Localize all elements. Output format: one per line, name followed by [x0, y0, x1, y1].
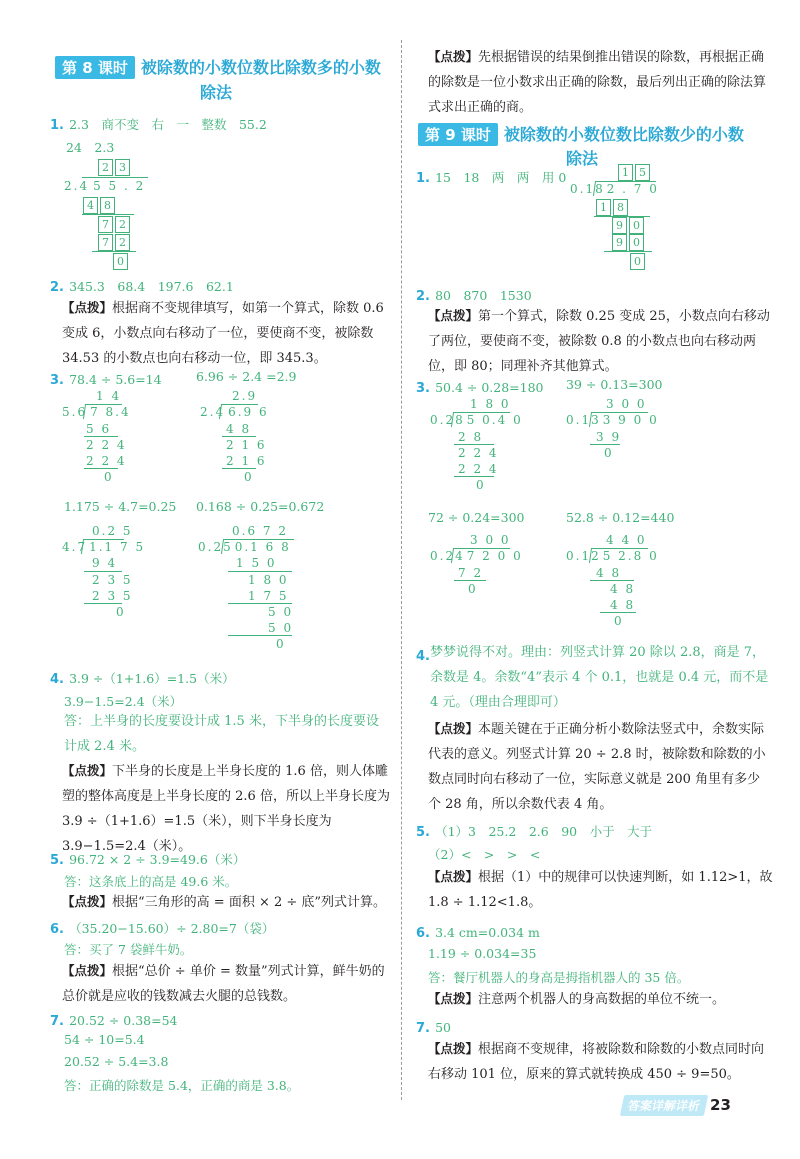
- q3-calcC-l2: 2 3 5: [92, 573, 133, 587]
- r-q3-calcC-row: 0.24 7 2 0 0: [430, 549, 523, 563]
- q3-calcC-l4: 0: [116, 605, 126, 619]
- r-q3-line-a: 3. 50.4 ÷ 0.28=180: [416, 380, 544, 396]
- page-number: 23: [710, 1096, 731, 1114]
- q3-calcD-row: 0.25 0.1 6 8: [198, 540, 291, 554]
- r-q2-answer: 2. 80 870 1530: [416, 288, 532, 304]
- q1-rem1: 7 2: [98, 216, 132, 233]
- lesson-8-title-line2: 除法: [200, 83, 233, 102]
- r-q3-calcD-quotient: 4 4 0: [606, 533, 647, 547]
- r-q3-calcC-l2: 0: [468, 582, 478, 596]
- r-q1-sub2: 9 0: [612, 234, 646, 251]
- r-q1-quotient-boxes: 1 5: [618, 164, 652, 181]
- q3-calcD-l4: 5 0: [268, 605, 294, 619]
- r-q6-hint: 【点拨】注意两个机器人的身高数据的单位不统一。: [428, 991, 726, 1007]
- q4-line1: 4. 3.9 ÷（1+1.6）=1.5（米）: [50, 671, 235, 687]
- q1-quotient-boxes: 2 3: [98, 159, 132, 176]
- q3-calcA-quotient: 1 4: [96, 389, 122, 403]
- r-q7-hint: 【点拨】根据商不变规律，将被除数和除数的小数点同时向右移动 101 位，原来的算式就转换成 450 ÷ 9=50。: [428, 1041, 765, 1082]
- r-q1-row: 0.18 2 . 7 0: [570, 182, 659, 196]
- q1-division: 2.4 5 5 . 2: [64, 179, 146, 193]
- q3-line-d: 0.168 ÷ 0.25=0.672: [196, 499, 325, 514]
- q2-hint: 【点拨】根据商不变规律填写，如第一个算式，除数 0.6 变成 6，小数点向右移动了一位，要使商不变，被除数 34.53 的小数点也向右移动一位，即 345.3。: [62, 300, 384, 366]
- r-q3-line-d: 52.8 ÷ 0.12=440: [566, 510, 675, 525]
- prev-hint: 【点拨】先根据错误的结果倒推出错误的除数，再根据正确的除数是一位小数求出正确的除数，最后列出正确的除法算式求出正确的商。: [428, 49, 767, 115]
- q3-calcB-row: 2.4 6.9 6: [200, 405, 269, 419]
- q3-line-a: 3. 78.4 ÷ 5.6=14: [50, 372, 162, 388]
- r-q4-answer: 梦梦说得不对。理由：列竖式计算 20 除以 2.8，商是 7，余数是 4。余数“4”表示 4 个 0.1，也就是 0.4 元，而不是 4 元。（理由合理即可）: [430, 645, 769, 710]
- q3-calcC-l1: 9 4: [92, 556, 118, 570]
- q3-calcA-l4: 0: [104, 470, 114, 484]
- lesson-8-title: 第 8 课时 被除数的小数位数比除数多的小数: [55, 55, 381, 79]
- column-divider: [401, 40, 402, 1100]
- q3-line-b: 6.96 ÷ 2.4 =2.9: [196, 369, 297, 384]
- r-q3-calcD-l2: 4 8: [610, 582, 636, 596]
- r-q6-line1: 6. 3.4 cm=0.034 m: [416, 925, 540, 941]
- lesson-9-title: 第 9 课时 被除数的小数位数比除数少的小数: [418, 122, 744, 146]
- r-q4-num: 4.: [416, 649, 430, 664]
- r-q1-rem1: 9 0: [612, 217, 646, 234]
- q7-line2: 54 ÷ 10=5.4: [64, 1032, 145, 1047]
- q3-calcD-quotient: 0.6 7 2: [232, 524, 288, 538]
- r-q3-calcB-l2: 0: [604, 446, 614, 460]
- q1-sub2: 7 2: [98, 234, 132, 251]
- q3-calcD-l5: 5 0: [268, 621, 294, 635]
- q2-answer: 2. 345.3 68.4 197.6 62.1: [50, 279, 234, 295]
- q7-line3: 20.52 ÷ 5.4=3.8: [64, 1054, 169, 1069]
- q3-calcD-l2: 1 8 0: [248, 573, 289, 587]
- r-q3-calcA-l4: 0: [476, 478, 486, 492]
- footer-label: 答案详解详析: [620, 1095, 708, 1116]
- q3-calcA-l1: 5 6: [86, 422, 112, 436]
- r-q1-sub1: 1 8: [596, 199, 630, 216]
- q1-answer: 1. 2.3 商不变 右 一 整数 55.2: [50, 117, 267, 133]
- lesson-9-badge: 第 9 课时: [418, 123, 498, 146]
- q3-calcB-l4: 0: [244, 470, 254, 484]
- r-q3-calcD-l4: 0: [614, 614, 624, 628]
- q3-calcC-quotient: 0.2 5: [92, 524, 133, 538]
- q3-calcD-l3: 1 7 5: [248, 589, 289, 603]
- q7-answer: 答：正确的除数是 5.4，正确的商是 3.8。: [64, 1078, 300, 1093]
- r-q3-calcA-row: 0.28 5 0.4 0: [430, 413, 523, 427]
- r-q3-calcD-l3: 4 8: [610, 598, 636, 612]
- r-q3-calcA-l1: 2 8: [458, 430, 484, 444]
- page-footer: [622, 1095, 731, 1116]
- r-q3-line-b: 39 ÷ 0.13=300: [566, 377, 663, 392]
- q3-calcA-l2: 2 2 4: [86, 438, 127, 452]
- q1-line2: 24 2.3: [66, 140, 115, 155]
- q1-sub1: 4 8: [83, 197, 117, 214]
- r-q3-calcD-row: 0.12 5 2.8 0: [566, 549, 659, 563]
- r-q3-calcC-quotient: 3 0 0: [470, 533, 511, 547]
- q3-calcB-l1: 4 8: [226, 422, 252, 436]
- q3-calcB-l2: 2 1 6: [226, 438, 267, 452]
- r-q3-calcA-l2: 2 2 4: [458, 446, 499, 460]
- q3-calcA-l3: 2 2 4: [86, 454, 127, 468]
- q4-answer: 答：上半身的长度要设计成 1.5 米，下半身的长度要设计成 2.4 米。: [64, 714, 379, 754]
- r-q5-line2: （2）< > > <: [428, 847, 541, 862]
- q7-line1: 7. 20.52 ÷ 0.38=54: [50, 1013, 178, 1029]
- q3-calcD-l1: 1 5 0: [236, 556, 277, 570]
- q3-line-c: 1.175 ÷ 4.7=0.25: [64, 499, 177, 514]
- r-q7-line1: 7. 50: [416, 1020, 451, 1036]
- r-q5-line1: 5. （1）3 25.2 2.6 90 小于 大于: [416, 824, 653, 840]
- q3-calcD-l6: 0: [276, 637, 286, 651]
- r-q3-calcB-l1: 3 9: [596, 430, 622, 444]
- r-q5-hint: 【点拨】根据（1）中的规律可以快速判断，如 1.12>1，故 1.8 ÷ 1.12<1.8。: [428, 869, 773, 910]
- r-q3-calcA-quotient: 1 8 0: [470, 397, 511, 411]
- q5-line1: 5. 96.72 × 2 ÷ 3.9=49.6（米）: [50, 852, 246, 868]
- q5-answer: 答：这条底上的高是 49.6 米。: [64, 874, 238, 889]
- r-q2-hint: 【点拨】第一个算式，除数 0.25 变成 25，小数点向右移动了两位，要使商不变，被除数 0.8 的小数点也向右移动两位，即 80；同理补齐其他算式。: [428, 308, 770, 374]
- lesson-9-title-line2: 除法: [566, 149, 599, 168]
- r-q3-calcD-l1: 4 8: [596, 566, 622, 580]
- q1-rem2: 0: [113, 253, 130, 270]
- q6-answer: 答：买了 7 袋鲜牛奶。: [64, 942, 193, 957]
- r-q6-answer: 答：餐厅机器人的身高是拇指机器人的 35 倍。: [428, 970, 690, 985]
- r-q1-rem2: 0: [630, 253, 647, 270]
- q3-calcC-row: 4.7 1.1 7 5: [62, 540, 146, 554]
- q6-hint: 【点拨】根据“总价 ÷ 单价 = 数量”列式计算，鲜牛奶的总价就是应收的钱数减去火腿的总钱数。: [62, 963, 385, 1004]
- q4-hint: 【点拨】下半身的长度是上半身长度的 1.6 倍，则人体雕塑的整体高度是上半身长度的 2.6 倍，所以上半身长度为 3.9 ÷（1+1.6）=1.5（米），则下半身长度为 3.9−1.5=2.4（米）。: [62, 763, 390, 854]
- q5-hint: 【点拨】根据“三角形的高 = 面积 × 2 ÷ 底”列式计算。: [62, 894, 387, 910]
- q3-calcC-l3: 2 3 5: [92, 589, 133, 603]
- r-q6-line2: 1.19 ÷ 0.034=35: [428, 946, 537, 961]
- r-q3-calcB-quotient: 3 0 0: [606, 397, 647, 411]
- q6-line1: 6. （35.20−15.60）÷ 2.80=7（袋）: [50, 921, 275, 937]
- r-q3-calcA-l3: 2 2 4: [458, 462, 499, 476]
- q4-line2: 3.9−1.5=2.4（米）: [64, 694, 183, 709]
- r-q4-hint: 【点拨】本题关键在于正确分析小数除法竖式中，余数实际代表的意义。列竖式计算 20 ÷ 2.8 时，被除数和除数的小数点同时向右移动了一位，实际意义就是 200 角里有多少个 28 角，所以余数代表 4 角。: [428, 721, 766, 812]
- r-q1-answer: 1. 15 18 两 两 用 0: [416, 170, 567, 186]
- r-q3-line-c: 72 ÷ 0.24=300: [428, 510, 525, 525]
- q3-calcB-l3: 2 1 6: [226, 454, 267, 468]
- lesson-8-badge: 第 8 课时: [55, 56, 135, 79]
- r-q3-calcB-row: 0.13 3 9 0 0: [566, 413, 659, 427]
- q3-calcB-quotient: 2.9: [232, 389, 258, 403]
- q3-calcA-row: 5.6 7 8.4: [62, 405, 131, 419]
- r-q3-calcC-l1: 7 2: [458, 566, 484, 580]
